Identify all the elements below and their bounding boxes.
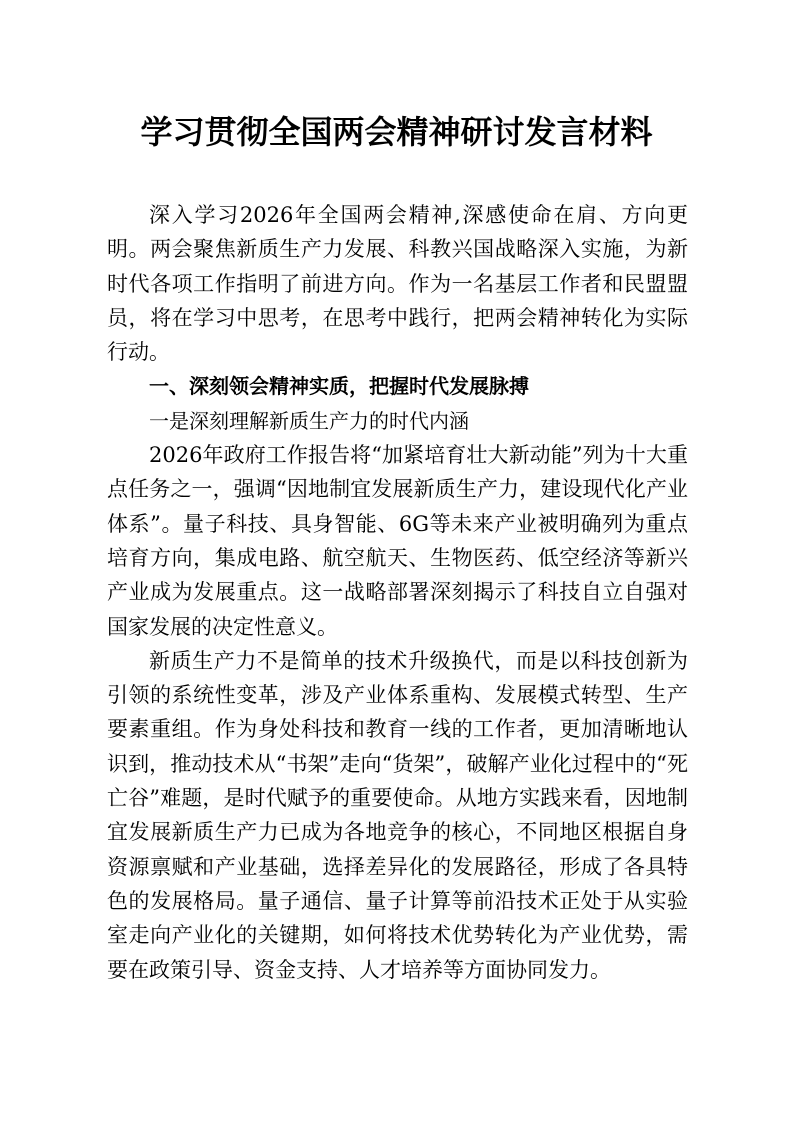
- body-paragraph-1: 2026年政府工作报告将“加紧培育壮大新动能”列为十大重点任务之一，强调“因地制宜发展新质生产力，建设现代化产业体系”。量子科技、具身智能、6G等未来产业被明确列为重点培育方向，集成电路、航空航天、生物医药、低空经济等新兴产业成为发展重点。这一战略部署深刻揭示了科技自立自强对国家发展的决定性意义。: [107, 443, 688, 639]
- body-paragraph-2: 新质生产力不是简单的技术升级换代，而是以科技创新为引领的系统性变革，涉及产业体系重构、发展模式转型、生产要素重组。作为身处科技和教育一线的工作者，更加清晰地认识到，推动技术从“书架”走向“货架”，破解产业化过程中的“死亡谷”难题，是时代赋予的重要使命。从地方实践来看，因地制宜发展新质生产力已成为各地竞争的核心，不同地区根据自身资源禀赋和产业基础，选择差异化的发展路径，形成了各具特色的发展格局。量子通信、量子计算等前沿技术正处于从实验室走向产业化的关键期，如何将技术优势转化为产业优势，需要在政策引导、资金支持、人才培养等方面协同发力。: [107, 648, 688, 982]
- document-title: 学习贯彻全国两会精神研讨发言材料: [140, 113, 653, 151]
- subsection-heading: 一是深刻理解新质生产力的时代内涵: [149, 408, 469, 433]
- intro-paragraph: 深入学习2026年全国两会精神,深感使命在肩、方向更明。两会聚焦新质生产力发展、科教兴国战略深入实施，为新时代各项工作指明了前进方向。作为一名基层工作者和民盟盟员，将在学习中思考，在思考中践行，把两会精神转化为实际行动。: [107, 203, 688, 365]
- section-heading: 一、深刻领会精神实质，把握时代发展脉搏: [149, 374, 529, 399]
- document-body: [107, 198, 688, 987]
